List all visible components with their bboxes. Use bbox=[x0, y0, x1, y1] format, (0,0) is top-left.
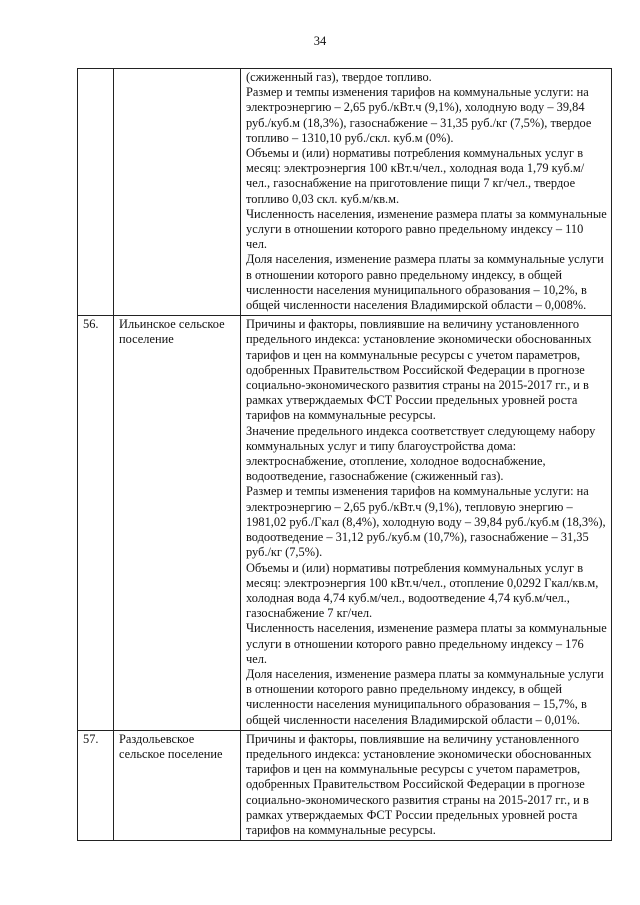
description-cell bbox=[241, 730, 612, 840]
row-number-cell bbox=[78, 69, 114, 316]
page-number: 34 bbox=[313, 34, 327, 48]
description-paragraph: (сжиженный газ), твердое топливо. bbox=[246, 70, 432, 84]
municipality-name-cell: Ильинское сельское поселение bbox=[114, 316, 241, 730]
description-paragraph: Размер и темпы изменения тарифов на коммунальные услуги: на электроэнергию – 2,65 руб./кВт.ч (9,1%), холодную воду – 39,84 руб./куб.м (18,3%), газоснабжение – 31,35 руб./кг (7,5%), твердое топливо – 1310,10 руб./скл. куб.м (0%). bbox=[246, 85, 592, 145]
municipality-name-cell: Раздольевское сельское поселение bbox=[114, 730, 241, 840]
description-paragraph: Значение предельного индекса соответствует следующему набору коммунальных услуг и типу благоустройства дома: электроснабжение, отопление, холодное водоснабжение, водоотведение, газоснабжение (сжиженный газ). bbox=[246, 423, 596, 484]
description-paragraph: Размер и темпы изменения тарифов на коммунальные услуги: на электроэнергию – 2,65 руб./кВт.ч (9,1%), тепловую энергию – 1981,02 руб./Гкал (8,4%), холодную воду – 39,84 руб./куб.м (18,3%), водоотведение – 31,12 руб./куб.м (10,7%), газоснабжение – 31,35 руб./кг (7,5%). bbox=[246, 484, 606, 560]
table-row-57 bbox=[78, 730, 612, 840]
description-cell bbox=[241, 69, 612, 316]
municipal-tariff-table bbox=[77, 68, 612, 841]
description-cell bbox=[241, 316, 612, 730]
description-paragraph: Доля населения, изменение размера платы за коммунальные услуги в отношении которого равно предельному индексу, в общей численности населения муниципального образования – 10,2%, в общей численности населения Владимирской области – 0,008%. bbox=[246, 252, 604, 313]
description-paragraph: Численность населения, изменение размера платы за коммунальные услуги в отношении которого равно предельному индексу – 110 чел. bbox=[246, 206, 607, 252]
municipality-name-cell bbox=[114, 69, 241, 316]
description-paragraph: Причины и факторы, повлиявшие на величину установленного предельного индекса: установление экономически обоснованных тарифов и цен на коммунальные ресурсы с учетом параметров, одобренных Правительством Российской Федерации в прогнозе социально-экономического развития страны на 2015-2017 гг., и в рамках утверждаемых ФСТ России предельных уровней роста тарифов на коммунальные ресурсы. bbox=[246, 731, 592, 837]
table-row-continuation bbox=[78, 69, 612, 316]
description-paragraph: Причины и факторы, повлиявшие на величину установленного предельного индекса: установление экономически обоснованных тарифов и цен на коммунальные ресурсы с учетом параметров, одобренных Правительством Российской Федерации в прогнозе социально-экономического развития страны на 2015-2017 гг., и в рамках утверждаемых ФСТ России предельных уровней роста тарифов на коммунальные ресурсы. bbox=[246, 317, 592, 423]
row-number-cell: 56. bbox=[78, 316, 114, 730]
row-number-cell: 57. bbox=[78, 730, 114, 840]
table-row-56 bbox=[78, 316, 612, 730]
description-paragraph: Численность населения, изменение размера платы за коммунальные услуги в отношении которого равно предельному индексу – 176 чел. bbox=[246, 621, 607, 666]
description-paragraph: Объемы и (или) нормативы потребления коммунальных услуг в месяц: электроэнергия 100 кВт.ч/чел., холодная вода 1,79 куб.м/чел., газоснабжение на приготовление пищи 7 кг/чел., твердое топливо 0,03 скл. куб.м/кв.м. bbox=[246, 146, 585, 206]
description-paragraph: Объемы и (или) нормативы потребления коммунальных услуг в месяц: электроэнергия 100 кВт.ч/чел., отопление 0,0292 Гкал/кв.м, холодная вода 4,74 куб.м/чел., водоотведение 4,74 куб.м/чел., газоснабжение 7 кг/чел. bbox=[246, 560, 599, 621]
description-paragraph: Доля населения, изменение размера платы за коммунальные услуги в отношении которого равно предельному индексу, в общей численности населения муниципального образования – 15,7%, в общей численности населения Владимирской области – 0,01%. bbox=[246, 666, 604, 727]
